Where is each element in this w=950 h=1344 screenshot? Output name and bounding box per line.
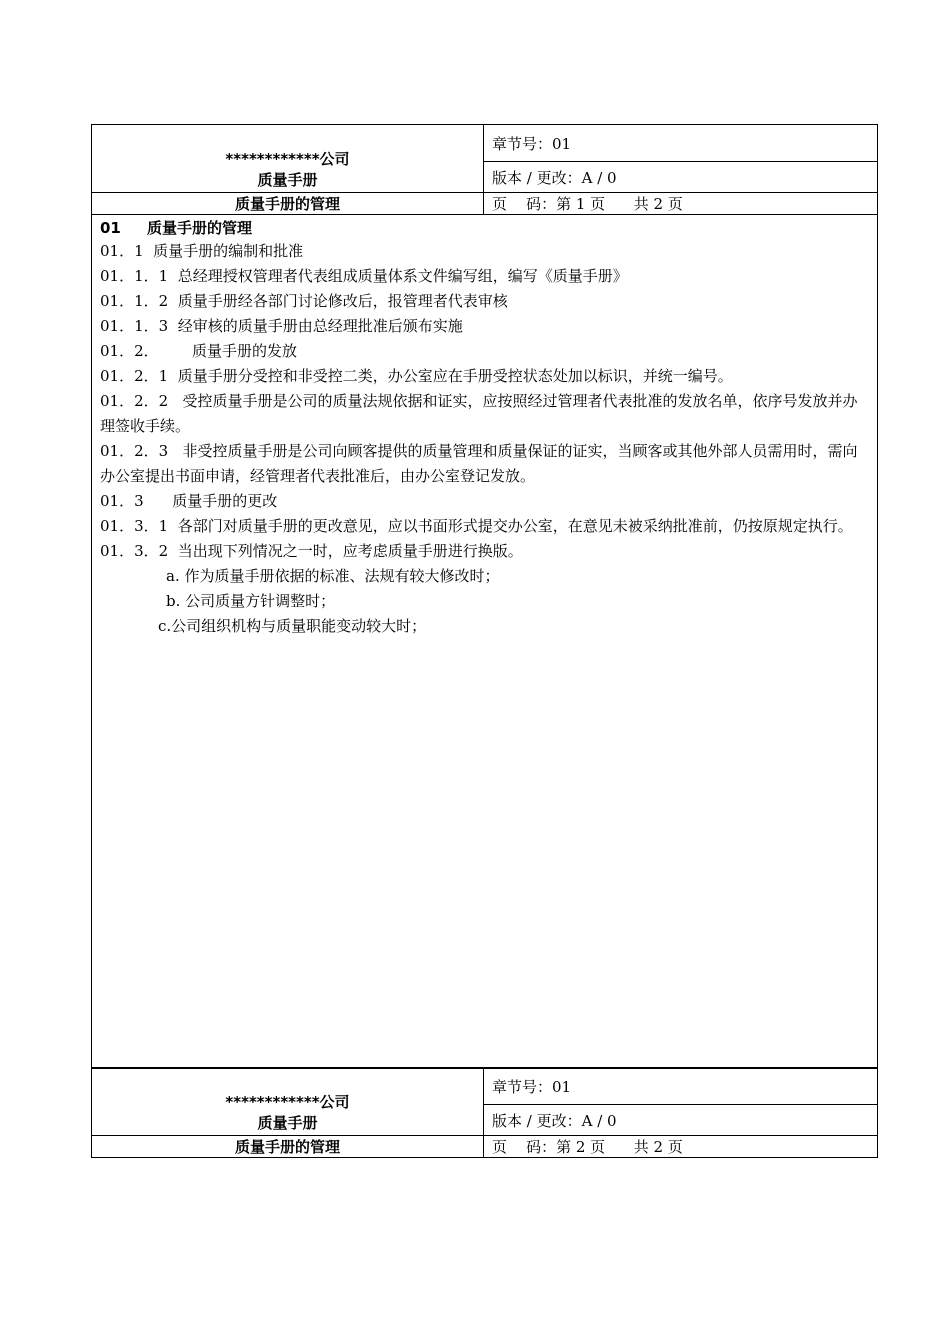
clause-line: 01．2． 质量手册的发放 (100, 342, 298, 360)
clause-line: 01．2．1 质量手册分受控和非受控二类，办公室应在手册受控状态处加以标识，并统一编号。 (100, 367, 733, 385)
list-item-a: a. 作为质量手册依据的标准、法规有较大修改时； (166, 567, 500, 585)
page-one-sheet (91, 124, 878, 1069)
page-two-header-sheet (91, 1067, 878, 1158)
manual-name: 质量手册 (257, 171, 318, 189)
version-info: 版本 / 更改：A / 0 (484, 162, 877, 193)
version-info: 版本 / 更改：A / 0 (484, 1105, 877, 1136)
clause-line: 01．2．3 非受控质量手册是公司向顾客提供的质量管理和质量保证的证实，当顾客或其他外部人员需用时，需向办公室提出书面申请，经管理者代表批准后，由办公室登记发放。 (100, 442, 858, 485)
section-number: 章节号：01 (484, 125, 877, 162)
page-info: 页 码：第 2 页 共 2 页 (492, 1138, 683, 1156)
section-title: 01 质量手册的管理 (100, 219, 252, 237)
clause-line: 01．3 质量手册的更改 (100, 492, 278, 510)
document-title: 质量手册的管理 (92, 1136, 484, 1157)
clause-line: 01．3．1 各部门对质量手册的更改意见，应以书面形式提交办公室，在意见未被采纳批准前，仍按原规定执行。 (100, 517, 853, 535)
company-name: ************公司 (225, 1093, 350, 1111)
list-item-c: c.公司组织机构与质量职能变动较大时； (158, 617, 427, 635)
clause-line: 01．3．2 当出现下列情况之一时，应考虑质量手册进行换版。 (100, 542, 523, 560)
clause-line: 01．2．2 受控质量手册是公司的质量法规依据和证实，应按照经过管理者代表批准的发放名单，依序号发放并办理签收手续。 (100, 392, 858, 435)
company-block (92, 125, 484, 193)
section-number: 章节号：01 (484, 1068, 877, 1105)
document-title: 质量手册的管理 (92, 193, 484, 214)
clause-line: 01．1．1 总经理授权管理者代表组成质量体系文件编写组，编写《质量手册》 (100, 267, 628, 285)
company-block (92, 1068, 484, 1136)
clause-line: 01．1 质量手册的编制和批准 (100, 242, 304, 260)
list-item-b: b. 公司质量方针调整时； (166, 592, 336, 610)
company-name: ************公司 (225, 150, 350, 168)
document-header (92, 125, 877, 214)
document-header-page-two (92, 1068, 877, 1157)
clause-line: 01．1．2 质量手册经各部门讨论修改后，报管理者代表审核 (100, 292, 508, 310)
clause-line: 01．1．3 经审核的质量手册由总经理批准后颁布实施 (100, 317, 463, 335)
page-info: 页 码：第 1 页 共 2 页 (492, 195, 683, 213)
document-content (92, 214, 877, 1068)
manual-name: 质量手册 (257, 1114, 318, 1132)
